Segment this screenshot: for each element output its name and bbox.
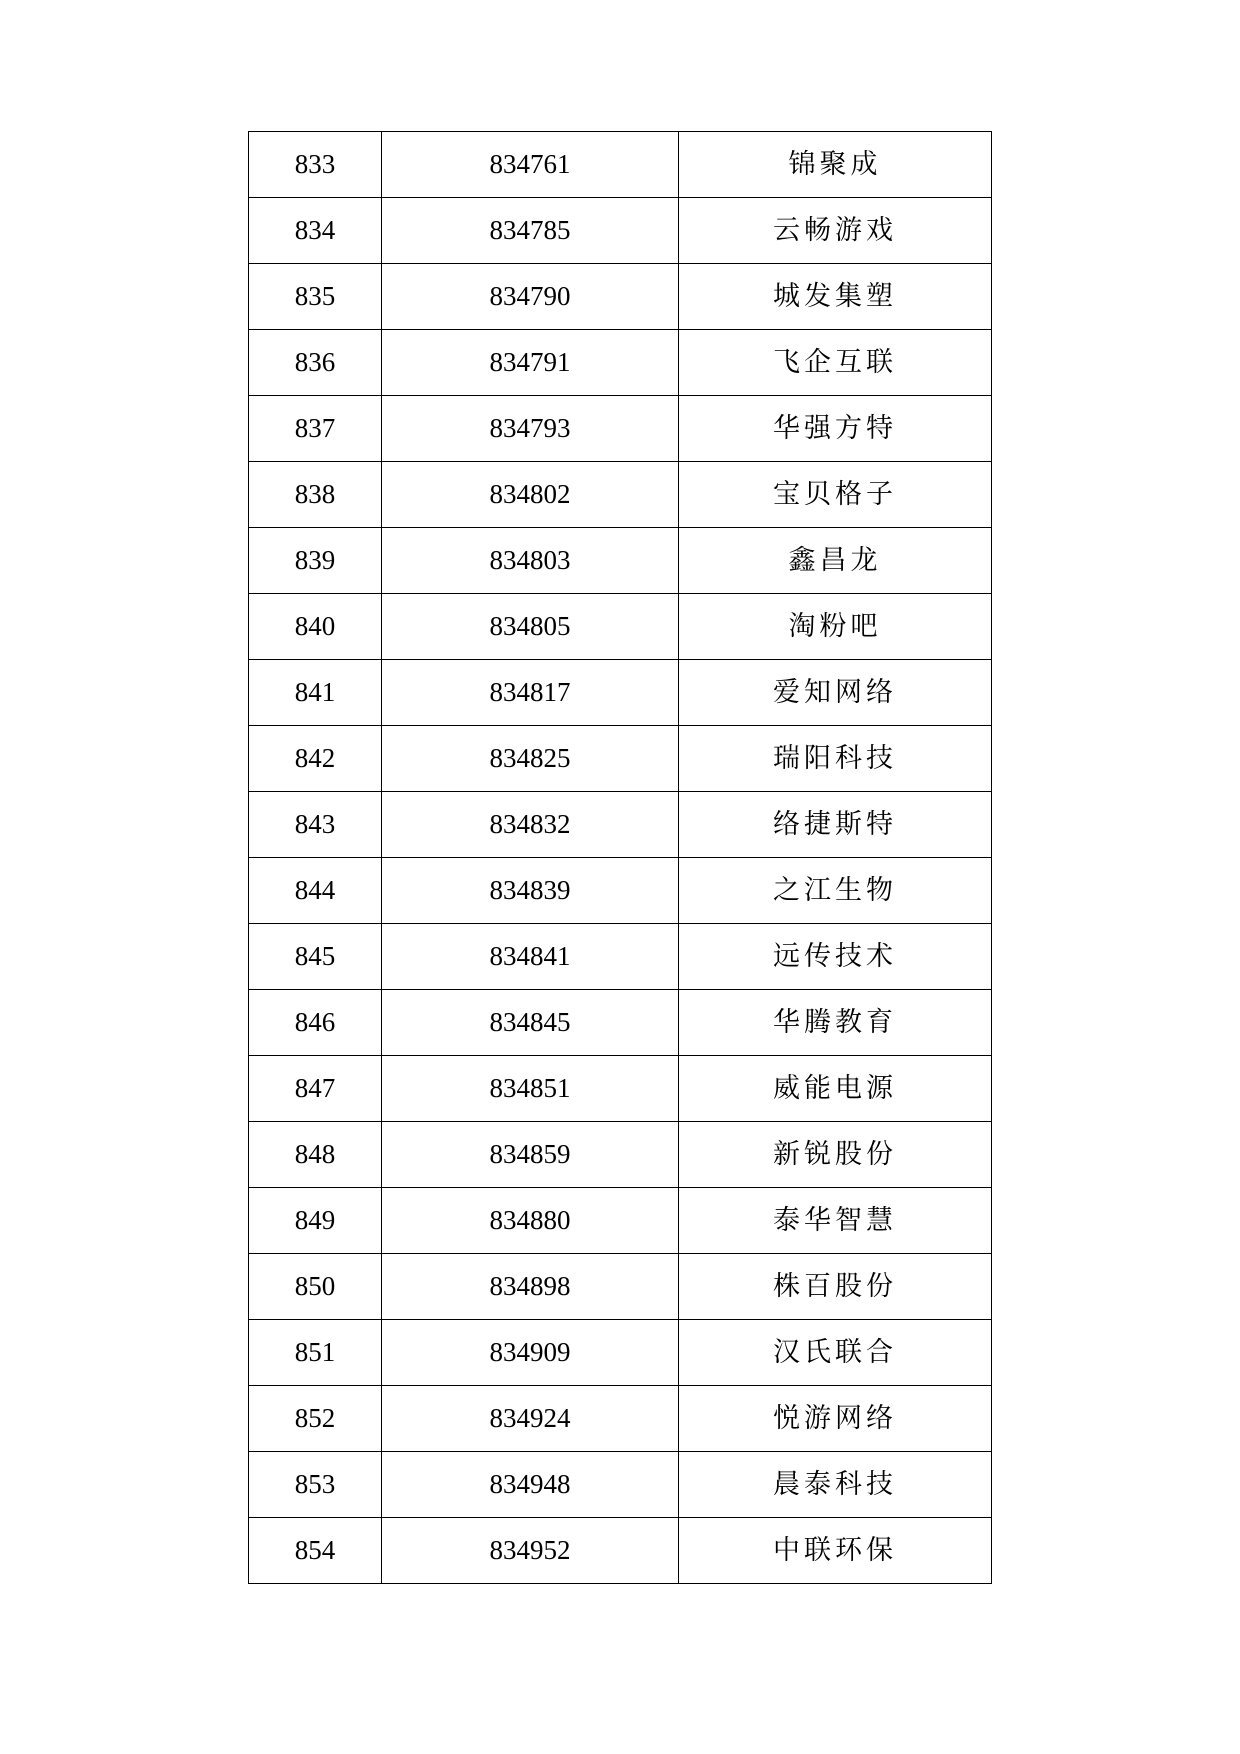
stock-code: 834832 (382, 792, 679, 858)
table-row (249, 1386, 992, 1452)
table-row (249, 330, 992, 396)
stock-code: 834791 (382, 330, 679, 396)
stock-code: 834793 (382, 396, 679, 462)
table-row (249, 1518, 992, 1584)
row-number: 853 (249, 1452, 382, 1518)
table-row (249, 924, 992, 990)
table-row (249, 264, 992, 330)
row-number: 845 (249, 924, 382, 990)
row-number: 835 (249, 264, 382, 330)
table-row (249, 1452, 992, 1518)
table-row (249, 1122, 992, 1188)
table-row (249, 594, 992, 660)
company-name: 远传技术 (679, 924, 992, 990)
row-number: 837 (249, 396, 382, 462)
company-name: 飞企互联 (679, 330, 992, 396)
company-name: 泰华智慧 (679, 1188, 992, 1254)
row-number: 844 (249, 858, 382, 924)
row-number: 843 (249, 792, 382, 858)
stock-code: 834817 (382, 660, 679, 726)
row-number: 836 (249, 330, 382, 396)
stock-code: 834948 (382, 1452, 679, 1518)
stock-code: 834761 (382, 132, 679, 198)
table-row (249, 396, 992, 462)
company-name: 锦聚成 (679, 132, 992, 198)
stock-code: 834845 (382, 990, 679, 1056)
row-number: 852 (249, 1386, 382, 1452)
table-row (249, 858, 992, 924)
company-name: 淘粉吧 (679, 594, 992, 660)
table-row (249, 792, 992, 858)
company-name: 威能电源 (679, 1056, 992, 1122)
table-row (249, 462, 992, 528)
stock-code: 834909 (382, 1320, 679, 1386)
row-number: 841 (249, 660, 382, 726)
table-row (249, 1056, 992, 1122)
company-name: 络捷斯特 (679, 792, 992, 858)
stock-code: 834924 (382, 1386, 679, 1452)
company-name: 中联环保 (679, 1518, 992, 1584)
table-row (249, 528, 992, 594)
table-row (249, 726, 992, 792)
table-row (249, 660, 992, 726)
company-name: 城发集塑 (679, 264, 992, 330)
company-list-table (248, 131, 992, 1584)
table-body (249, 132, 992, 1584)
company-name: 华强方特 (679, 396, 992, 462)
table-row (249, 132, 992, 198)
table-row (249, 1188, 992, 1254)
stock-code: 834898 (382, 1254, 679, 1320)
table-row (249, 1320, 992, 1386)
stock-code: 834851 (382, 1056, 679, 1122)
stock-code: 834805 (382, 594, 679, 660)
row-number: 849 (249, 1188, 382, 1254)
row-number: 834 (249, 198, 382, 264)
row-number: 848 (249, 1122, 382, 1188)
company-name: 瑞阳科技 (679, 726, 992, 792)
row-number: 839 (249, 528, 382, 594)
company-name: 宝贝格子 (679, 462, 992, 528)
row-number: 847 (249, 1056, 382, 1122)
row-number: 840 (249, 594, 382, 660)
row-number: 846 (249, 990, 382, 1056)
company-name: 云畅游戏 (679, 198, 992, 264)
stock-code: 834880 (382, 1188, 679, 1254)
row-number: 842 (249, 726, 382, 792)
stock-code: 834841 (382, 924, 679, 990)
stock-code: 834825 (382, 726, 679, 792)
company-name: 之江生物 (679, 858, 992, 924)
company-name: 汉氏联合 (679, 1320, 992, 1386)
stock-code: 834859 (382, 1122, 679, 1188)
company-name: 鑫昌龙 (679, 528, 992, 594)
stock-code: 834839 (382, 858, 679, 924)
row-number: 833 (249, 132, 382, 198)
company-name: 晨泰科技 (679, 1452, 992, 1518)
table-row (249, 1254, 992, 1320)
stock-code: 834802 (382, 462, 679, 528)
company-name: 悦游网络 (679, 1386, 992, 1452)
row-number: 838 (249, 462, 382, 528)
company-name: 爱知网络 (679, 660, 992, 726)
company-name: 新锐股份 (679, 1122, 992, 1188)
row-number: 850 (249, 1254, 382, 1320)
row-number: 854 (249, 1518, 382, 1584)
stock-code: 834803 (382, 528, 679, 594)
row-number: 851 (249, 1320, 382, 1386)
stock-code: 834785 (382, 198, 679, 264)
stock-code: 834952 (382, 1518, 679, 1584)
stock-code: 834790 (382, 264, 679, 330)
company-name: 株百股份 (679, 1254, 992, 1320)
table-row (249, 990, 992, 1056)
company-name: 华腾教育 (679, 990, 992, 1056)
table-row (249, 198, 992, 264)
